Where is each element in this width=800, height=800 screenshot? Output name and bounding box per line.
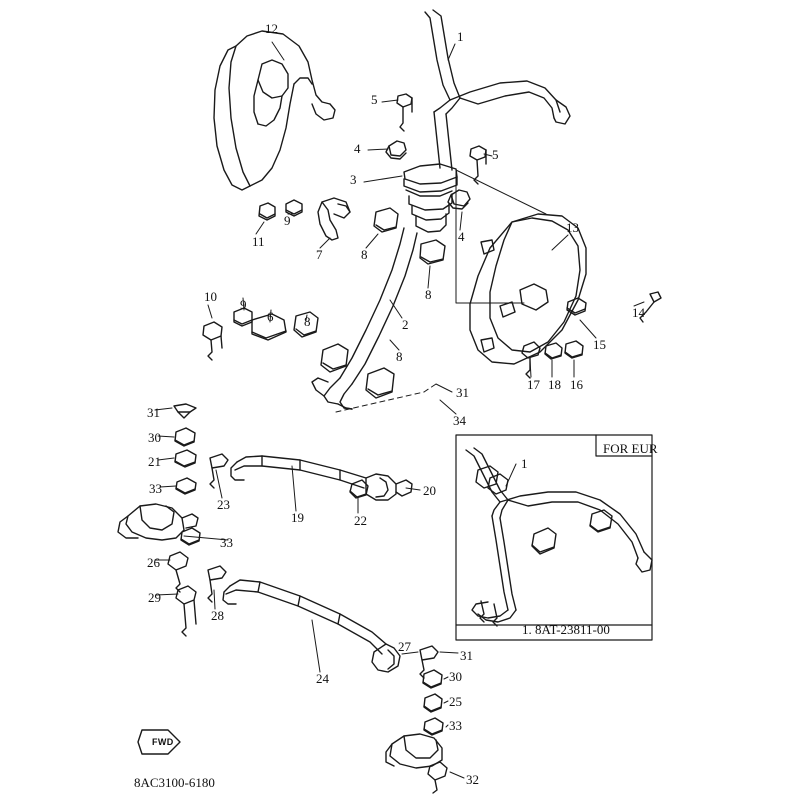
callout-34: 34 [453,413,466,428]
inset-part-code: 1. 8AT-23811-00 [522,622,610,637]
callout-11: 11 [252,234,265,249]
callout-8-a: 8 [361,247,368,262]
callout-4-lower: 4 [458,229,465,244]
callout-22: 22 [354,513,367,528]
callout-33-b: 33 [220,535,233,550]
callout-10: 10 [204,289,217,304]
callout-9-b: 9 [240,297,247,312]
callout-28: 28 [211,608,224,623]
callout-24: 24 [316,671,329,686]
callout-8-b: 8 [425,287,432,302]
callout-30-a: 30 [148,430,161,445]
fwd-marker-label: FWD [152,737,174,747]
callout-8-c: 8 [304,314,311,329]
callout-33-c: 33 [449,718,462,733]
callout-23: 23 [217,497,230,512]
callout-6: 6 [267,309,274,324]
callout-27: 27 [398,639,411,654]
callout-5-lower: 5 [492,147,499,162]
callout-3: 3 [350,172,357,187]
callout-32: 32 [466,772,479,787]
callout-13: 13 [566,220,579,235]
callout-25: 25 [449,694,462,709]
callout-1: 1 [457,29,464,44]
callout-5-upper: 5 [371,92,378,107]
callout-9-a: 9 [284,213,291,228]
callout-4-upper: 4 [354,141,361,156]
inset-title: FOR EUR [603,441,658,456]
callout-8-d: 8 [396,349,403,364]
callout-12: 12 [265,21,278,36]
callout-29: 29 [148,590,161,605]
callout-31-c: 31 [460,648,473,663]
callout-30-b: 30 [449,669,462,684]
drawing-code: 8AC3100-6180 [134,775,215,790]
callout-7: 7 [316,247,323,262]
callout-31-a: 31 [147,405,160,420]
callout-14: 14 [632,305,645,320]
callout-21: 21 [148,454,161,469]
callout-16: 16 [570,377,583,392]
callout-20: 20 [423,483,436,498]
callout-15: 15 [593,337,606,352]
callout-17: 17 [527,377,540,392]
inset-callout-1: 1 [521,456,528,471]
callout-31-b: 31 [456,385,469,400]
callout-19: 19 [291,510,304,525]
callout-18: 18 [548,377,561,392]
callout-26: 26 [147,555,160,570]
callout-33-a: 33 [149,481,162,496]
callout-2: 2 [402,317,409,332]
